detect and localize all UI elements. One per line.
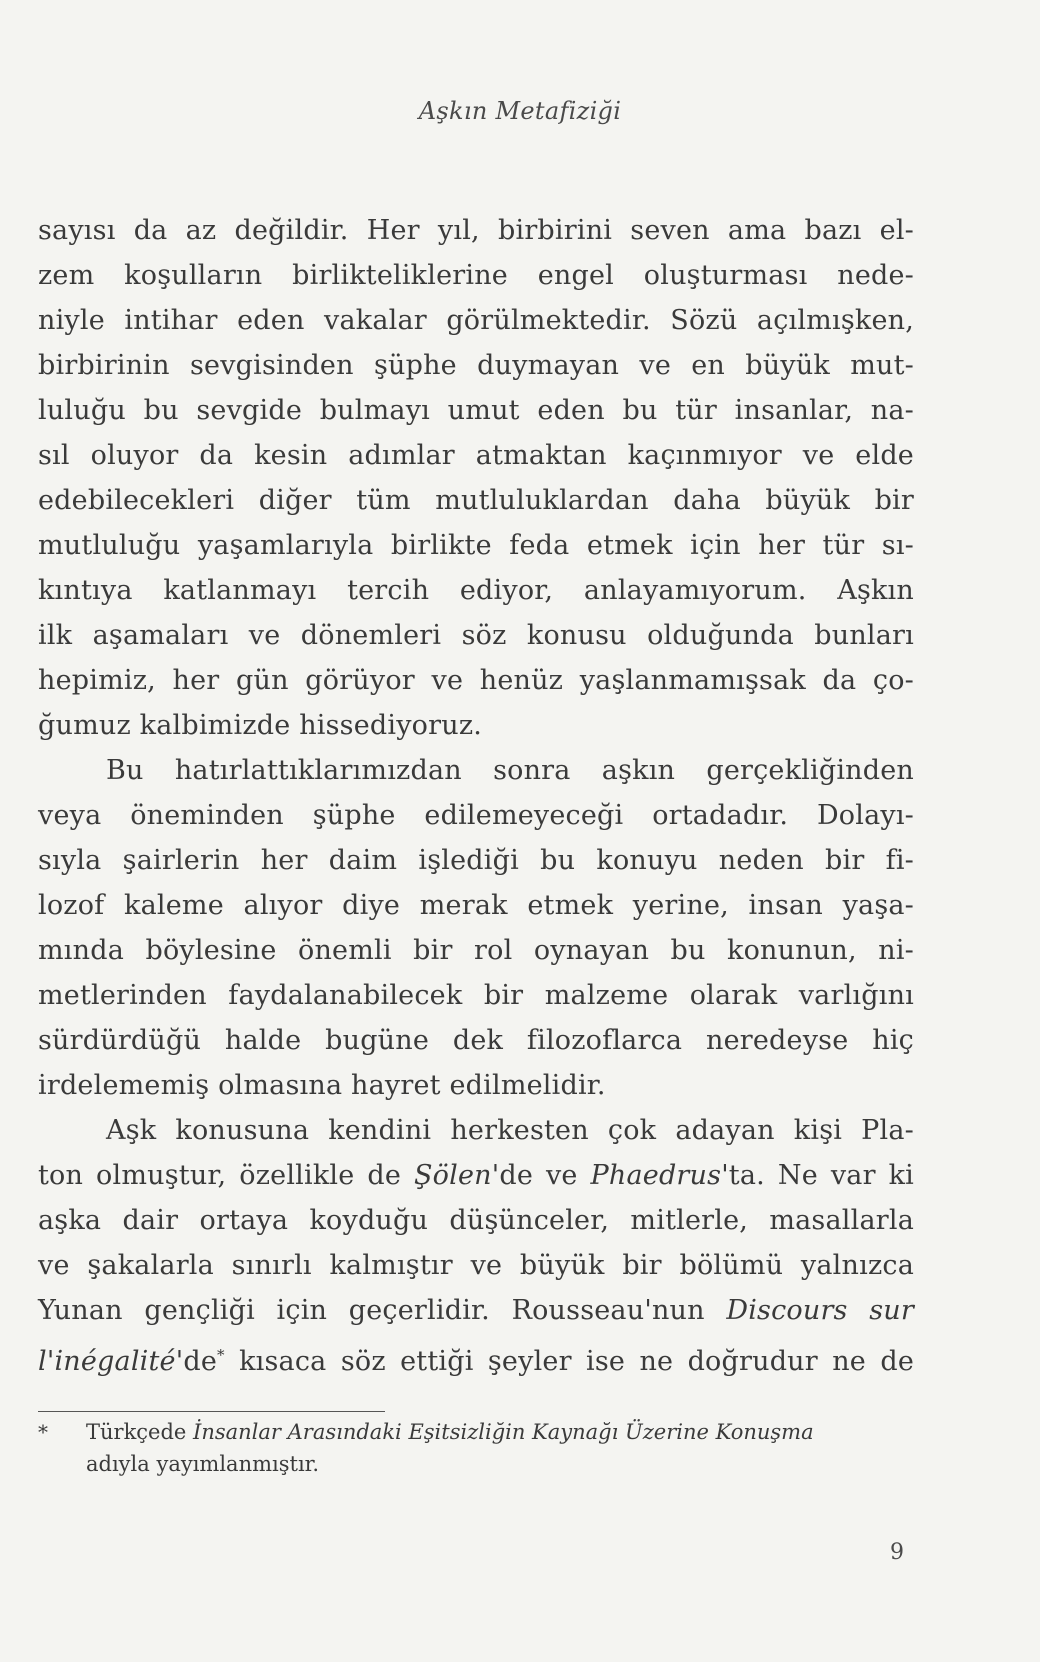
text-line: irdelememiş olmasına hayret edilmelidir. [38,1070,606,1101]
body-text [38,208,914,1378]
running-header: Aşkın Metafiziği [418,97,622,125]
text-line: ton olmuştur, özellikle de Şölen'de ve Phaedrus'ta. Ne var ki [38,1160,915,1191]
text-line: kıntıya katlanmayı tercih ediyor, anlayamıyorum. Aşkın [38,575,914,606]
footnote-divider [38,1411,385,1412]
footnote-italic-title: İnsanlar Arasındaki Eşitsizliğin Kaynağı Üzerine Konuşma [193,1420,814,1444]
paragraph-2 [38,748,914,1108]
italic-title: l'inégalité [38,1346,176,1377]
text-line: mında böylesine önemli bir rol oynayan bu konunun, ni- [38,935,914,966]
text-line: ve şakalarla sınırlı kalmıştır ve büyük bir bölümü yalnızca [38,1250,914,1281]
text-line: sıyla şairlerin her daim işlediği bu konuyu neden bir fi- [38,845,914,876]
footnote [38,1416,918,1480]
text-line: luluğu bu sevgide bulmayı umut eden bu tür insanlar, na- [38,395,914,426]
page-number: 9 [890,1540,904,1565]
text-line: sıl oluyor da kesin adımlar atmaktan kaçınmıyor ve elde [38,440,914,471]
text-line: metlerinden faydalanabilecek bir malzeme olarak varlığını [38,980,914,1011]
text-line: aşka dair ortaya koyduğu düşünceler, mitlerle, masallarla [38,1205,914,1236]
text-line: veya öneminden şüphe edilemeyeceği ortadadır. Dolayı- [38,800,914,831]
text-line: mutluluğu yaşamlarıyla birlikte feda etmek için her tür sı- [38,530,914,561]
text-line: edebilecekleri diğer tüm mutluluklardan daha büyük bir [38,485,914,516]
footnote-reference[interactable]: * [217,1346,225,1364]
text-line: ğumuz kalbimizde hissediyoruz. [38,710,483,741]
text-line: sürdürdüğü halde bugüne dek filozoflarca neredeyse hiç [38,1025,914,1056]
text-line: l'inégalité'de* kısaca söz ettiği şeyler ise ne doğrudur ne de [38,1346,914,1377]
text-line: lozof kaleme alıyor diye merak etmek yerine, insan yaşa- [38,890,914,921]
footnote-line: * Türkçede İnsanlar Arasındaki Eşitsizliğin Kaynağı Üzerine Konuşma [38,1416,918,1448]
italic-title: Discours sur [726,1295,914,1326]
paragraph-3 [38,1108,914,1378]
paragraph-1 [38,208,914,748]
text-line: Yunan gençliği için geçerlidir. Rousseau'nun Discours sur [38,1295,914,1326]
footnote-marker: * [38,1420,48,1444]
text-line: Aşk konusuna kendini herkesten çok adayan kişi Pla- [106,1115,914,1146]
text-line: ilk aşamaları ve dönemleri söz konusu olduğunda bunları [38,620,914,651]
italic-title: Phaedrus [590,1160,722,1191]
text-line: niyle intihar eden vakalar görülmektedir. Sözü açılmışken, [38,305,914,336]
text-line: Bu hatırlattıklarımızdan sonra aşkın gerçekliğinden [106,755,914,786]
italic-title: Şölen [413,1160,492,1191]
text-line: hepimiz, her gün görüyor ve henüz yaşlanmamışsak da ço- [38,665,914,696]
text-line: zem koşulların birlikteliklerine engel oluşturması nede- [38,260,914,291]
text-line: birbirinin sevgisinden şüphe duymayan ve en büyük mut- [38,350,914,381]
footnote-line: adıyla yayımlanmıştır. [86,1452,320,1476]
text-line: sayısı da az değildir. Her yıl, birbirini seven ama bazı el- [38,215,914,246]
